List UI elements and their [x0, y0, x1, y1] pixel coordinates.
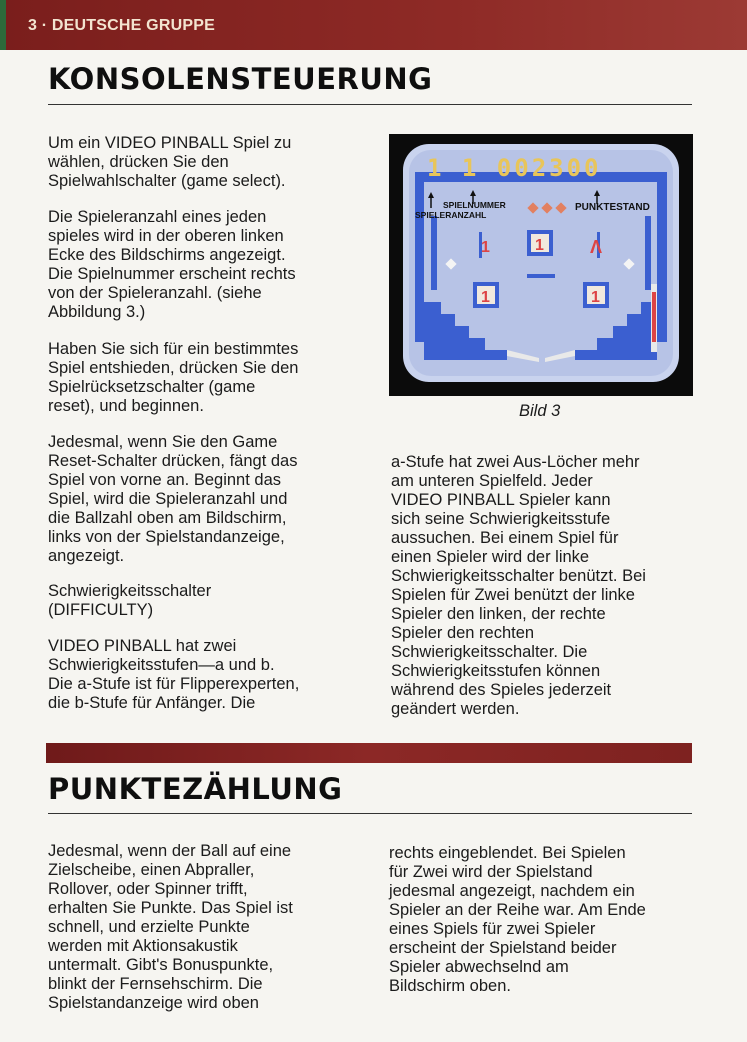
section-label: 3 · DEUTSCHE GRUPPE — [28, 17, 215, 34]
section-header-bar — [0, 0, 747, 50]
label-player-count: SPIELERANZAHL — [415, 210, 487, 220]
paragraph: Um ein VIDEO PINBALL Spiel zu wählen, drücken Sie den Spielwahlschalter (game select). — [48, 134, 292, 190]
paragraph: a-Stufe hat zwei Aus-Löcher mehr am unteren Spielfeld. Jeder VIDEO PINBALL Spieler kann sich seine Schwierigkeitsstufe aussuchen. Bei einem Spiel für einen Spieler wird der linke Schwierigkeitsschalter benützt. Bei Spielen für Zwei benützt der linke Spieler den linken, der rechte Spieler den rechten Schwierigkeitsschalter. Die Schwierigkeitsstufen können während des Spieles jederzeit geändert werden. — [391, 453, 646, 718]
section-divider-band — [46, 743, 692, 763]
heading-konsolensteuerung: KONSOLENSTEUERUNG — [48, 62, 433, 96]
paragraph: VIDEO PINBALL hat zwei Schwierigkeitsstufen—a und b. Die a-Stufe ist für Flipperexperten, die b-Stufe für Anfänger. Die — [48, 637, 300, 712]
figure-pinball-screen — [389, 134, 693, 396]
heading-rule — [48, 813, 692, 814]
subheading-difficulty: Schwierigkeitsschalter (DIFFICULTY) — [48, 582, 212, 619]
figure-caption: Bild 3 — [519, 402, 561, 420]
bumper-value: 1 — [481, 289, 490, 306]
score-display: 1 1 002300 — [427, 154, 602, 182]
bumper-value: 1 — [481, 239, 490, 256]
paragraph: rechts eingeblendet. Bei Spielen für Zwei wird der Spielstand jedesmal angezeigt, nachdem ein Spieler an der Reihe war. Am Ende eines Spiels für zwei Spieler erscheint der Spielstand beider Spieler abwechselnd am Bildschirm oben. — [389, 844, 646, 995]
page-edge-strip — [0, 0, 6, 50]
heading-rule — [48, 104, 692, 105]
label-score: PUNKTESTAND — [575, 202, 650, 213]
svg-text:Ʌ: Ʌ — [590, 237, 603, 257]
tv-screen-illustration — [389, 134, 693, 396]
paragraph: Haben Sie sich für ein bestimmtes Spiel entshieden, drücken Sie den Spielrücksetzschalter (game reset), und beginnen. — [48, 340, 299, 415]
bumper-value: 1 — [591, 289, 600, 306]
paragraph: Die Spieleranzahl eines jeden spieles wird in der oberen linken Ecke des Bildschirms angezeigt. Die Spielnummer erscheint rechts von der Spieleranzahl. (siehe Abbildung 3.) — [48, 208, 296, 321]
paragraph: Jedesmal, wenn der Ball auf eine Zielscheibe, einen Abpraller, Rollover, oder Spinner trifft, erhalten Sie Punkte. Das Spiel ist schnell, und erzielte Punkte werden mit Aktionsakustik untermalt. Gibt's Bonuspunkte, blinkt der Fernsehschirm. Die Spielstandanzeige wird oben — [48, 842, 293, 1012]
paragraph: Jedesmal, wenn Sie den Game Reset-Schalter drücken, fängt das Spiel von vorne an. Beginnt das Spiel, wird die Spieleranzahl und die Ballzahl oben am Bildschirm, links von der Spielstandanzeige, angezeigt. — [48, 433, 298, 565]
label-game-number: SPIELNUMMER — [443, 200, 506, 210]
bumper-value: 1 — [535, 237, 544, 254]
heading-punktezaehlung: PUNKTEZÄHLUNG — [48, 772, 343, 806]
